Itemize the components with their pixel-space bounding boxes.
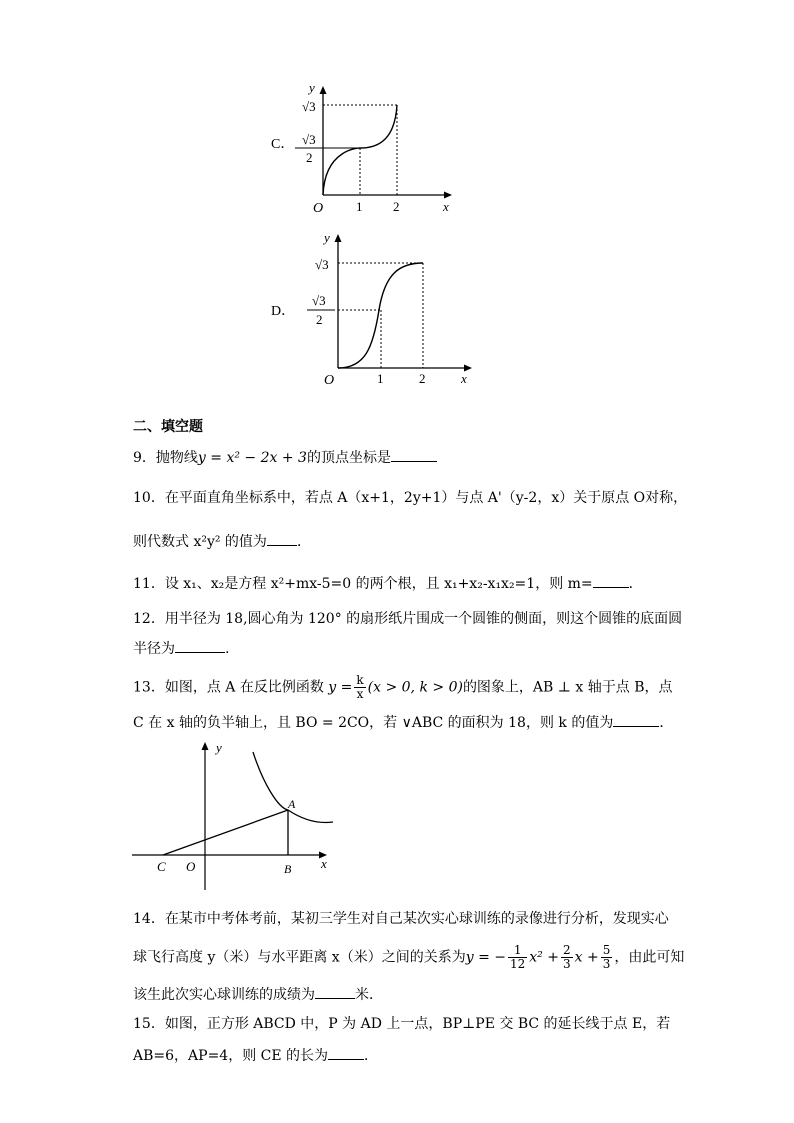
question-13-line-2 xyxy=(133,712,673,732)
y-axis-label: y xyxy=(309,80,315,95)
q9-formula: y = x² − 2x + 3 xyxy=(197,450,307,466)
q13-func-cond: (x > 0, k > 0) xyxy=(367,679,463,696)
graph-c xyxy=(265,78,465,218)
origin-label: O xyxy=(186,859,196,874)
q14-line2-suffix: ，由此可知 xyxy=(614,949,685,966)
q14-fraction-1 xyxy=(508,944,527,971)
q14-fraction-3 xyxy=(601,944,613,971)
q14-f1-den: 12 xyxy=(510,957,526,971)
y-top-label: √3 xyxy=(302,99,316,114)
x-axis-arrow-icon xyxy=(444,192,452,199)
q13-fraction xyxy=(354,674,365,701)
q13-frac-num: k xyxy=(356,673,364,687)
answer-blank[interactable] xyxy=(267,531,297,546)
question-14-line-3 xyxy=(133,984,383,1004)
y-axis-arrow-icon xyxy=(320,86,327,94)
question-10-line-2 xyxy=(133,531,311,551)
tick-label-1: 1 xyxy=(377,371,384,386)
segment-ca xyxy=(163,810,288,855)
x-axis-label: x xyxy=(321,856,327,871)
option-c-label: C． xyxy=(271,137,295,152)
y-axis-label: y xyxy=(324,230,330,245)
y-mid-denominator: 2 xyxy=(306,150,313,165)
answer-blank[interactable] xyxy=(328,1045,364,1060)
question-14-line-2 xyxy=(133,944,684,971)
tick-label-2: 2 xyxy=(419,371,426,386)
tick-label-1: 1 xyxy=(356,199,363,214)
question-9 xyxy=(133,447,437,467)
q14-f2-num: 2 xyxy=(562,943,571,957)
q14-line3-prefix: 该生此次实心球训练的成绩为 xyxy=(133,987,315,1003)
q14-f3-den: 3 xyxy=(602,957,611,971)
q12-line2-prefix: 半径为 xyxy=(133,641,175,657)
point-c-label: C xyxy=(157,859,166,874)
x-axis-label: x xyxy=(461,371,467,386)
y-axis-arrow-icon xyxy=(335,234,342,242)
point-a-label: A xyxy=(288,797,296,811)
q14-f-mid2: x + xyxy=(574,949,599,966)
question-12-line-1: 12．用半径为 18,圆心角为 120° 的扇形纸片围成一个圆锥的侧面，则这个圆锥的底面圆 xyxy=(133,611,683,627)
y-axis-arrow-icon xyxy=(202,742,209,750)
answer-blank[interactable] xyxy=(391,447,437,462)
q15-line2-suffix: ． xyxy=(364,1048,379,1064)
option-d-label: D． xyxy=(271,304,296,319)
q13-line2-prefix: C 在 x 轴的负半轴上，且 BO = 2CO，若 ∨ABC 的面积为 18，则 k 的值为 xyxy=(133,715,614,731)
question-12-line-2 xyxy=(133,638,229,658)
q9-prefix: 9．抛物线 xyxy=(133,450,198,466)
q13-line1-suffix: 的图象上，AB ⊥ x 轴于点 B，点 xyxy=(462,679,673,696)
answer-blank[interactable] xyxy=(175,638,225,653)
question-10-line-1: 10．在平面直角坐标系中，若点 A（x+1，2y+1）与点 A'（y-2，x）关于原点 O对称， xyxy=(133,490,688,506)
y-mid-numerator: √3 xyxy=(312,293,326,308)
graph-d xyxy=(265,228,485,388)
q10-line2-suffix: ． xyxy=(296,534,311,550)
question-15-line-2 xyxy=(133,1045,378,1065)
q10-line2-prefix: 则代数式 x²y² 的值为 xyxy=(133,534,267,550)
tick-label-2: 2 xyxy=(393,199,400,214)
q11-suffix: ． xyxy=(628,576,643,592)
origin-label: O xyxy=(313,201,324,216)
q12-line2-suffix: . xyxy=(225,641,230,657)
q14-f2-den: 3 xyxy=(562,957,571,971)
q14-fraction-2 xyxy=(561,944,573,971)
answer-blank[interactable] xyxy=(315,984,355,999)
q14-line2-prefix: 球飞行高度 y（米）与水平距离 x（米）之间的关系为 xyxy=(133,949,466,966)
q14-line3-suffix: 米． xyxy=(355,987,383,1003)
q14-f3-num: 5 xyxy=(602,943,611,957)
y-top-label: √3 xyxy=(315,257,329,272)
question-15-line-1: 15．如图，正方形 ABCD 中，P 为 AD 上一点，BP⊥PE 交 BC 的延长线于点 E，若 xyxy=(133,1016,671,1032)
y-axis-label: y xyxy=(216,740,222,755)
origin-label: O xyxy=(324,373,335,388)
question-11 xyxy=(133,573,643,593)
q13-frac-den: x xyxy=(356,687,364,701)
q13-line1-prefix: 13．如图，点 A 在反比例函数 xyxy=(133,679,324,696)
y-mid-denominator: 2 xyxy=(316,312,323,327)
answer-blank[interactable] xyxy=(593,573,629,588)
q13-line2-suffix: ． xyxy=(659,715,674,731)
q14-f1-num: 1 xyxy=(508,944,527,958)
question-14-line-1: 14．在某市中考体考前，某初三学生对自己某次实心球训练的录像进行分析，发现实心 xyxy=(133,911,669,927)
q9-suffix: 的顶点坐标是 xyxy=(306,450,391,466)
q14-f-mid1: x² + xyxy=(529,949,559,966)
point-b-label: B xyxy=(284,862,292,876)
x-axis-label: x xyxy=(443,199,449,214)
hyperbola-curve xyxy=(253,752,333,823)
figure-13 xyxy=(128,738,343,893)
q11-text: 11．设 x₁、x₂是方程 x²+mx-5=0 的两个根，且 x₁+x₂-x₁x₂=1，则 m= xyxy=(133,576,593,592)
section-title: 二、填空题 xyxy=(133,419,203,435)
answer-blank[interactable] xyxy=(613,712,659,727)
q15-line2-prefix: AB=6，AP=4，则 CE 的长为 xyxy=(133,1048,329,1064)
q13-func-lhs: y = xyxy=(328,679,353,696)
q14-f-lhs: y = − xyxy=(465,949,506,966)
question-13-line-1 xyxy=(133,674,673,701)
y-mid-numerator: √3 xyxy=(302,132,316,147)
